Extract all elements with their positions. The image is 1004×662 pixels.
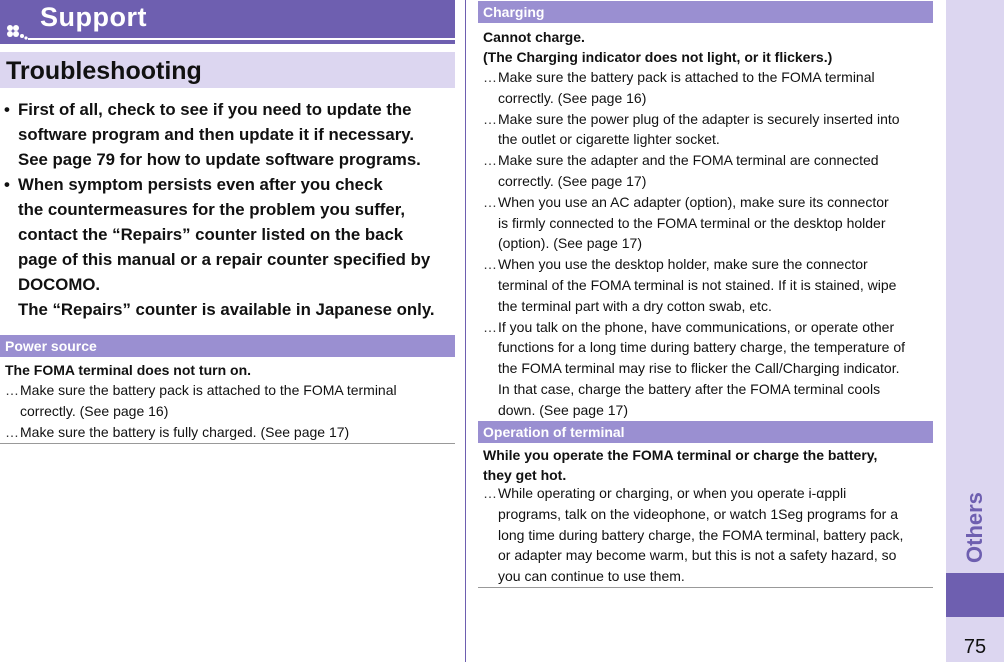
bullet: • — [4, 175, 10, 194]
intro-item — [4, 172, 459, 322]
intro-line: software program and then update it if necessary. — [18, 125, 415, 144]
answer-line: Make sure the battery is fully charged. (See page 17) — [20, 423, 350, 440]
leader-dots: … — [5, 423, 18, 440]
leader-dots: … — [483, 110, 496, 127]
answer-line: programs, talk on the videophone, or watch 1Seg programs for a — [498, 505, 898, 522]
intro-line: The “Repairs” counter is available in Japanese only. — [18, 300, 435, 319]
answer-item — [483, 254, 935, 316]
answer-line: long time during battery charge, the FOMA terminal, battery pack, — [498, 526, 904, 543]
operation-question — [483, 445, 877, 485]
answer-item — [483, 483, 935, 587]
intro-line: First of all, check to see if you need to update the — [18, 100, 412, 119]
charging-question — [483, 27, 832, 67]
intro-line: page of this manual or a repair counter specified by — [18, 250, 431, 269]
answer-line: When you use the desktop holder, make sure the connector — [498, 256, 868, 273]
leader-dots: … — [5, 382, 18, 398]
leader-dots: … — [483, 256, 496, 273]
answer-line: correctly. (See page 17) — [498, 172, 647, 189]
answer-line: In that case, charge the battery after the FOMA terminal cools — [498, 380, 881, 397]
question-line: Cannot charge. — [483, 29, 585, 45]
answer-line: (option). (See page 17) — [498, 235, 642, 252]
intro-line: DOCOMO. — [18, 275, 101, 294]
side-tab-marker — [946, 573, 1004, 617]
answer-item — [5, 380, 455, 422]
answer-line: While operating or charging, or when you operate i-αppli — [498, 485, 847, 501]
answer-line: functions for a long time during battery charge, the temperature of — [498, 339, 906, 356]
banner-underline — [28, 38, 455, 40]
divider — [478, 587, 933, 588]
answer-line: Make sure the adapter and the FOMA terminal are connected — [498, 152, 879, 169]
operation-answers — [483, 483, 935, 587]
page-title-band — [0, 52, 455, 88]
answer-line: Make sure the battery pack is attached to the FOMA terminal — [498, 69, 875, 85]
answer-line: you can continue to use them. — [498, 568, 685, 585]
answer-item — [483, 150, 935, 192]
answer-line: the outlet or cigarette lighter socket. — [498, 131, 720, 148]
leader-dots: … — [483, 152, 496, 169]
operation-heading: Operation of terminal — [478, 421, 933, 443]
answer-line: correctly. (See page 16) — [20, 402, 169, 419]
answer-item — [483, 67, 935, 109]
answer-line: down. (See page 17) — [498, 401, 628, 418]
page-number: 75 — [963, 636, 987, 658]
power-source-heading: Power source — [0, 335, 455, 357]
intro-notes — [4, 97, 459, 322]
answer-item — [483, 109, 935, 151]
question-line: (The Charging indicator does not light, or it flickers.) — [483, 49, 833, 65]
answer-line: terminal of the FOMA terminal is not stained. If it is stained, wipe — [498, 276, 897, 293]
column-divider — [465, 0, 466, 662]
side-tab-label: Others — [962, 492, 987, 563]
answer-line: Make sure the battery pack is attached to the FOMA terminal — [20, 382, 397, 398]
intro-line: When symptom persists even after you check — [18, 175, 383, 194]
answer-item — [5, 422, 455, 443]
intro-line: See page 79 for how to update software programs. — [18, 150, 421, 169]
intro-line: the countermeasures for the problem you suffer, — [18, 200, 405, 219]
intro-item — [4, 97, 459, 172]
question-line: While you operate the FOMA terminal or charge the battery, — [483, 447, 878, 463]
answer-line: If you talk on the phone, have communications, or operate other — [498, 318, 895, 335]
leader-dots: … — [483, 69, 496, 85]
leader-dots: … — [483, 318, 496, 335]
leader-dots: … — [483, 485, 496, 501]
answer-line: or adapter may become warm, but this is not a safety hazard, so — [498, 547, 897, 564]
question-line: they get hot. — [483, 467, 567, 483]
page-title: Troubleshooting — [6, 57, 202, 85]
divider — [0, 443, 455, 444]
answer-line: the FOMA terminal may rise to flicker the Call/Charging indicator. — [498, 360, 900, 377]
flower-icon — [2, 20, 32, 44]
leader-dots: … — [483, 193, 496, 210]
answer-line: When you use an AC adapter (option), make sure its connector — [498, 193, 889, 210]
power-answers — [5, 380, 455, 442]
charging-heading: Charging — [478, 1, 933, 23]
intro-line: contact the “Repairs” counter listed on the back — [18, 225, 404, 244]
answer-line: correctly. (See page 16) — [498, 89, 647, 106]
section-title: Support — [40, 2, 147, 32]
answer-line: the terminal part with a dry cotton swab, etc. — [498, 297, 772, 314]
answer-item — [483, 192, 935, 254]
answer-line: is firmly connected to the FOMA terminal or the desktop holder — [498, 214, 886, 231]
answer-line: Make sure the power plug of the adapter is securely inserted into — [498, 110, 900, 127]
power-question: The FOMA terminal does not turn on. — [5, 362, 252, 378]
answer-item — [483, 317, 935, 421]
charging-answers — [483, 67, 935, 421]
bullet: • — [4, 100, 10, 119]
